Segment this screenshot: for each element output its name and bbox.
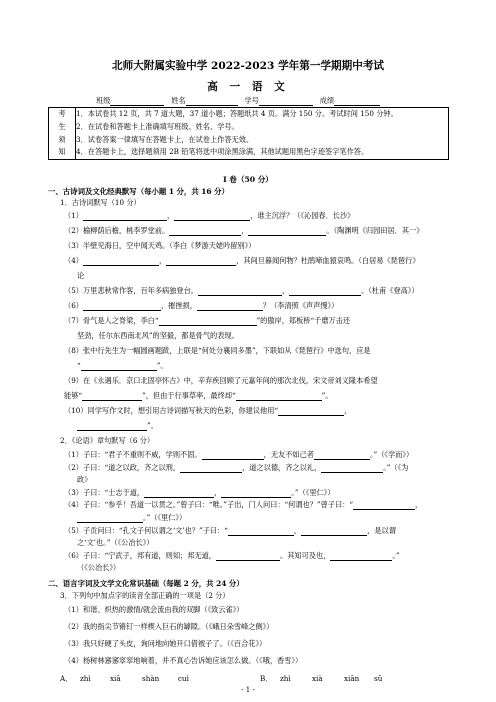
answer-blank[interactable]	[228, 527, 294, 536]
line-text: ，	[281, 286, 290, 295]
line-text: 。（杜甫《登高》）	[361, 286, 419, 295]
question-line	[64, 316, 350, 326]
exam-title: 北师大附属实验中学 2022-2023 学年第一学期期中考试	[111, 60, 385, 72]
line-text: 坚劲，任尔东西南北风”的坚毅，都是骨气的表现。	[77, 331, 239, 340]
line-text: ”，但由于行事草率，最终却“	[142, 391, 236, 400]
answer-blank[interactable]	[321, 464, 383, 473]
line-text: （6）子曰：“宁武子，邦有道，则知；邦无道，	[64, 550, 216, 560]
question-line	[64, 346, 371, 356]
line-text: ，其间旦暮闻何物？杜鹃啼血猿哀鸣。（白居易《琵琶行》	[236, 256, 420, 265]
question-line	[64, 241, 255, 251]
question-line	[64, 226, 423, 236]
line-text: （1）	[64, 211, 83, 220]
question3-line: （4）杨树林窸窸窣窣地响着，并不真心告诉她应该怎么做。（《哦，香雪》）	[64, 656, 303, 665]
option-b-syllable: sū	[374, 674, 383, 683]
page-number: - 1 -	[241, 686, 255, 694]
line-text: （2）榆柳荫后檐，桃李罗堂前。	[64, 226, 170, 235]
line-text: 。”（《里仁》）	[143, 513, 187, 522]
id-blank[interactable]	[259, 97, 313, 106]
question-line	[64, 551, 400, 561]
question1-title: 1．古诗词默写（10 分）	[60, 198, 141, 207]
notice-item: 1．本试卷共 12 页，共 7 道大题，37 道小题；答题纸共 4 页。满分 150 分。考试时间 150 分钟。	[76, 109, 398, 118]
question-line	[77, 538, 154, 548]
answer-blank[interactable]	[83, 212, 167, 221]
question-line	[77, 421, 158, 431]
answer-blank[interactable]	[180, 464, 242, 473]
line-text: （7）骨气是人之脊梁，李白“	[64, 316, 159, 325]
line-text: ，	[158, 256, 167, 265]
score-label: 成绩	[319, 96, 335, 105]
question-line	[64, 450, 413, 460]
notice-item: 4．在答题卡上，选择题须用 2B 铅笔将选中项涂黑涂满，其他试题用黑色字迹签字笔作答。	[76, 147, 369, 157]
line-text: ”的傲岸，郑板桥“千磨万击还	[256, 316, 351, 325]
question-line	[77, 563, 120, 573]
line-text: 。（陶渊明《归园田居．其一》	[326, 226, 424, 235]
answer-blank[interactable]	[169, 227, 241, 236]
option-b-letter[interactable]: B．	[260, 674, 273, 683]
line-text: （6）	[64, 301, 83, 310]
option-b-syllable: xiān	[344, 674, 360, 683]
answer-blank[interactable]	[216, 552, 280, 561]
line-text: （4）子曰：“参乎！吾道一以贯之。”曾子曰：“唯。”子出，门人问曰：“何谓也？”曾子曰：“	[64, 500, 354, 510]
part-title: I 卷（50 分）	[223, 175, 273, 184]
line-text: （5）子贡问曰：“孔文子何以谓之‘文’也？”子曰：“	[64, 525, 228, 535]
answer-blank[interactable]	[301, 527, 367, 536]
class-blank[interactable]	[110, 97, 164, 106]
line-text: （5）万里悲秋常作客，百年多病独登台。	[64, 286, 198, 295]
answer-blank[interactable]	[174, 212, 250, 221]
question-line	[64, 391, 333, 401]
answer-blank[interactable]	[83, 302, 161, 311]
question-line	[77, 271, 84, 281]
question-line	[64, 376, 378, 386]
line-text: ？（李清照《声声慢》）	[262, 301, 339, 310]
answer-blank[interactable]	[353, 501, 415, 510]
answer-blank[interactable]	[197, 302, 263, 311]
option-a-syllable: shàn	[142, 674, 160, 683]
line-text: ，摧挫损，	[160, 301, 197, 310]
question-line	[77, 475, 91, 485]
line-text: ”。	[147, 421, 158, 430]
question3-line: （3）我只好硬了头皮，询问地向她开口借被子了。（《百合花》）	[64, 639, 267, 648]
question-line	[77, 361, 168, 371]
option-b-syllable: xià	[312, 674, 323, 683]
question-line	[64, 488, 335, 498]
line-text: ，	[344, 406, 352, 415]
notice-item: 3．试卷答案一律填写在答题卡上，在试卷上作答无效。	[76, 134, 254, 144]
notice-items	[76, 108, 449, 160]
answer-blank[interactable]	[248, 227, 326, 236]
line-text: ，是以谓	[367, 525, 396, 535]
section1-title: 一、古诗词及文化经典默写（每小题 1 分，共 16 分）	[48, 187, 229, 196]
answer-blank[interactable]	[166, 257, 236, 266]
option-a-letter[interactable]: A．	[60, 674, 73, 683]
line-text: 政》	[77, 475, 92, 485]
answer-blank[interactable]	[278, 407, 344, 416]
line-text: （10）同学写作文时，想引用古诗词描写秋天的色彩，你建议他用“	[64, 406, 279, 415]
line-text: 。其知可及也，	[280, 550, 331, 560]
exam-notice-box	[48, 107, 449, 160]
line-text: 。”（《里仁》）	[291, 487, 335, 497]
question3-title: 3．下列句中加点字的读音全部正确的一项是（2 分）	[60, 591, 230, 600]
line-text: ，	[214, 487, 222, 497]
section2-title: 二、语言字词及文学文化常识基础（每题 2 分，共 24 分）	[48, 579, 244, 588]
line-text: ”。	[156, 361, 168, 370]
line-text: ，	[241, 226, 249, 235]
line-text: （9）在《永遇乐．京口北固亭怀古》中，辛弃疾回顾了元嘉年间的那次北伐，宋文帝刘义隆本希望	[64, 376, 378, 385]
score-blank[interactable]	[334, 97, 380, 106]
answer-blank[interactable]	[159, 317, 257, 326]
notice-side-label: 考 生 须 知	[49, 108, 76, 160]
line-text: ，	[293, 525, 302, 535]
question-line	[64, 463, 408, 473]
line-text: （《公冶长》）	[77, 563, 121, 573]
answer-blank[interactable]	[236, 392, 322, 401]
question-line	[77, 513, 186, 523]
line-text: ，	[166, 211, 175, 220]
class-label: 班级	[96, 96, 111, 105]
line-text: （3）半壁见海日，空中闻天鸡。（李白《梦游天姥吟留别》）	[64, 241, 256, 250]
line-text: 论	[77, 271, 85, 280]
line-text: ，无友不如己者	[263, 450, 314, 459]
option-a-syllable: xiā	[110, 674, 121, 683]
question-line	[77, 331, 239, 341]
option-a-syllable: zhì	[80, 674, 91, 683]
answer-blank[interactable]	[82, 392, 142, 401]
student-info-line	[96, 96, 380, 106]
question3-line: （2）我的指尖节锵钉一样楔入巨石的罅隙。（《峨日朵雪峰之侧》）	[64, 622, 274, 631]
question-line	[64, 301, 338, 311]
line-text: （4）	[64, 256, 83, 265]
option-a-syllable: cuì	[178, 674, 189, 683]
line-text: ，	[415, 500, 423, 510]
line-text: 。”	[392, 550, 400, 560]
answer-blank[interactable]	[221, 489, 291, 498]
question-line	[64, 406, 351, 416]
question3-line: （1）和谐、炽热的激情/就会流由我的双脚（《致云雀》）	[64, 605, 244, 614]
line-text: （3）子曰：“士志于道，	[64, 487, 145, 497]
line-text: ”。	[321, 391, 333, 400]
line-text: “	[77, 361, 81, 370]
line-text: 能够“	[64, 391, 83, 400]
line-text: （2）子曰：“道之以政，齐之以刑，	[64, 462, 181, 472]
line-text: ，道之以德，齐之以礼，	[242, 462, 322, 472]
line-text: （1）子曰：“君子不重则不威，学则不固。	[64, 450, 202, 459]
exam-subject: 高 一 语 文	[207, 81, 289, 93]
answer-blank[interactable]	[144, 489, 214, 498]
line-text: ，谁主沉浮？（《沁园春．长沙》	[250, 211, 355, 220]
answer-blank[interactable]	[314, 451, 370, 460]
question-line	[64, 286, 419, 296]
question-line	[64, 526, 396, 536]
option-b-syllable: zhì	[280, 674, 291, 683]
line-text: 。”（《为	[383, 462, 409, 472]
line-text: 。”（《学而》）	[369, 450, 414, 459]
question-line	[64, 211, 354, 221]
name-blank[interactable]	[186, 97, 238, 106]
name-label: 姓名	[171, 96, 186, 105]
question2-title: 2．《论语》章句默写（6 分）	[60, 436, 155, 445]
question-line	[64, 256, 419, 266]
line-text: （8）张中行先生为一幅圆画题跋，上联是“何处分襄同多墨”，下联如从《琵琶行》中选句，应是	[64, 346, 371, 355]
answer-blank[interactable]	[202, 451, 264, 460]
answer-blank[interactable]	[81, 362, 157, 371]
answer-blank[interactable]	[198, 287, 282, 296]
answer-blank[interactable]	[77, 514, 143, 523]
answer-blank[interactable]	[77, 422, 147, 431]
answer-blank[interactable]	[330, 552, 392, 561]
line-text: 之‘文’也。”（《公冶长》）	[77, 538, 154, 548]
notice-item: 2．在试卷和答题卡上准确填写班级、姓名、学号。	[76, 121, 239, 131]
question-line	[64, 500, 422, 510]
answer-blank[interactable]	[289, 287, 361, 296]
answer-blank[interactable]	[83, 257, 159, 266]
id-label: 学号	[244, 96, 259, 105]
